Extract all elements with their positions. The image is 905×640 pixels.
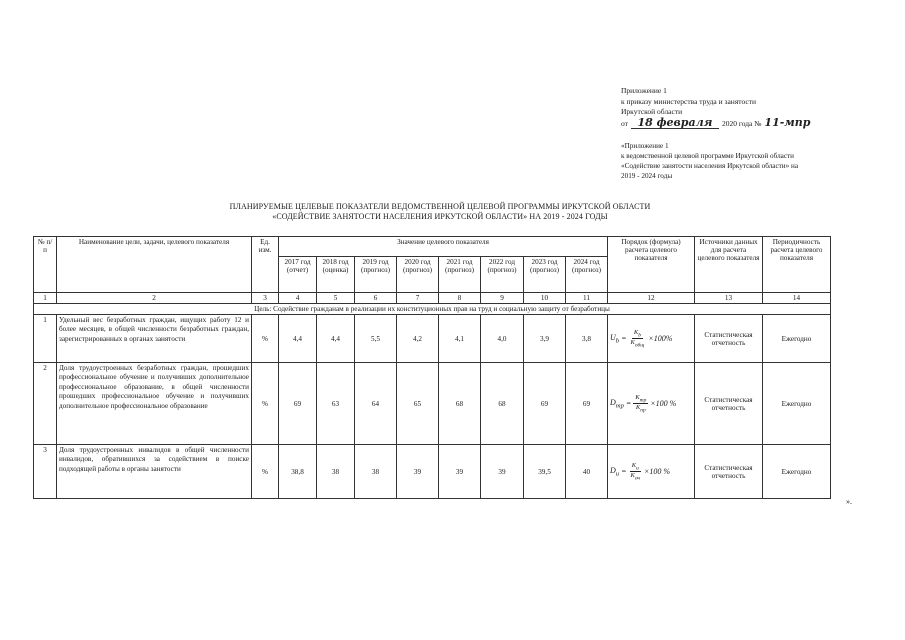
row-value: 5,5 — [355, 315, 397, 363]
year-type: (оценка) — [322, 266, 349, 274]
col-number: 1 — [34, 293, 57, 304]
row-value: 40 — [566, 445, 608, 499]
appendix2-line-1: «Приложение 1 — [621, 142, 669, 150]
row-formula — [608, 363, 695, 445]
formula — [610, 462, 692, 482]
year-label: 2020 год — [404, 258, 431, 266]
formula — [610, 394, 692, 414]
formula-equals: = — [621, 334, 627, 343]
row-value: 38 — [355, 445, 397, 499]
row-name: Доля трудоустроенных инвалидов в общей численности инвалидов, обратившихся за содействием в поиске подходящей работы в органы занятости — [57, 445, 252, 499]
header-year — [317, 257, 355, 293]
header-year — [397, 257, 439, 293]
year-type: (прогноз) — [360, 266, 391, 274]
header-year — [524, 257, 566, 293]
formula-tail: ×100 % — [650, 399, 677, 408]
table-row — [34, 315, 831, 363]
row-name: Удельный вес безработных граждан, ищущих работу 12 и более месяцев, в общей численности безработных граждан, зарегистрированных в органах занятости — [57, 315, 252, 363]
year-label: 2018 год — [322, 258, 349, 266]
appendix2-line-3: «Содействие занятости населения Иркутской области» на — [621, 162, 799, 170]
row-value: 39 — [397, 445, 439, 499]
closing-mark: ». — [846, 497, 852, 506]
order-year: 2020 года № — [721, 118, 762, 128]
year-label: 2023 год — [531, 258, 558, 266]
col-number: 5 — [317, 293, 355, 304]
order-number-handwritten: 11-мпр — [764, 115, 811, 129]
row-num: 2 — [34, 363, 57, 445]
row-period: Ежегодно — [763, 315, 831, 363]
col-number: 10 — [524, 293, 566, 304]
formula — [610, 329, 692, 349]
year-label: 2019 год — [362, 258, 389, 266]
row-period: Ежегодно — [763, 363, 831, 445]
appendix-line-3: Иркутской области — [621, 107, 683, 116]
row-value: 4,2 — [397, 315, 439, 363]
row-value: 4,0 — [481, 315, 524, 363]
row-value: 63 — [317, 363, 355, 445]
header-values-group: Значение целевого показателя — [279, 237, 608, 257]
row-formula — [608, 445, 695, 499]
header-unit: Ед. изм. — [252, 237, 279, 293]
row-value: 4,1 — [439, 315, 481, 363]
goal-text: Цель: Содействие гражданам в реализации их конституционных прав на труд и социальную защиту от безработицы — [34, 304, 831, 315]
appendix2-line-2: к ведомственной целевой программе Иркутской области — [621, 152, 795, 160]
row-unit: % — [252, 445, 279, 499]
year-type: (прогноз) — [487, 266, 517, 274]
row-source: Статистическая отчетность — [695, 315, 763, 363]
year-label: 2022 год — [489, 258, 515, 266]
formula-lhs: $D_и$ — [610, 465, 620, 478]
formula-equals: = — [621, 467, 627, 476]
title-line-1: ПЛАНИРУЕМЫЕ ЦЕЛЕВЫЕ ПОКАЗАТЕЛИ ВЕДОМСТВЕННОЙ ЦЕЛЕВОЙ ПРОГРАММЫ ИРКУТСКОЙ ОБЛАСТИ — [229, 202, 651, 211]
row-value: 38,8 — [279, 445, 317, 499]
indicators-table — [33, 236, 831, 499]
order-date-handwritten: 18 февраля — [631, 118, 719, 130]
row-name: Доля трудоустроенных безработных граждан, прошедших профессиональное обучение и получивших дополнительное профессиональное образование, в общей численности прошедших профессиональное обучение и получивших дополнительное профессиональное образование — [57, 363, 252, 445]
row-source: Статистическая отчетность — [695, 363, 763, 445]
formula-tail: ×100 % — [644, 467, 671, 476]
header-year — [481, 257, 524, 293]
document-title — [170, 202, 710, 222]
col-number: 4 — [279, 293, 317, 304]
row-value: 38 — [317, 445, 355, 499]
row-value: 68 — [481, 363, 524, 445]
appendix-block — [621, 86, 891, 129]
formula-lhs: $U_b$ — [610, 332, 620, 345]
col-number: 2 — [57, 293, 252, 304]
header-formula: Порядок (формула) расчета целевого показателя — [608, 237, 695, 293]
col-number: 11 — [566, 293, 608, 304]
header-name: Наименование цели, задачи, целевого показателя — [57, 237, 252, 293]
year-label: 2021 год — [446, 258, 473, 266]
appendix2-block — [621, 141, 851, 181]
header-period: Периодичность расчета целевого показателя — [763, 237, 831, 293]
row-num: 1 — [34, 315, 57, 363]
row-num: 3 — [34, 445, 57, 499]
row-value: 39 — [439, 445, 481, 499]
year-type: (прогноз) — [444, 266, 475, 274]
formula-fraction: $\frac{K_и}{K_{оч}}$ — [630, 461, 641, 482]
formula-fraction: $\frac{K_b}{K_{общ}}$ — [630, 328, 645, 349]
formula-equals: = — [625, 399, 632, 408]
col-number: 13 — [695, 293, 763, 304]
appendix-line-1: Приложение 1 — [621, 86, 667, 95]
title-line-2: «СОДЕЙСТВИЕ ЗАНЯТОСТИ НАСЕЛЕНИЯ ИРКУТСКОЙ ОБЛАСТИ» НА 2019 - 2024 ГОДЫ — [272, 212, 608, 221]
year-type: (отчет) — [286, 266, 309, 274]
row-value: 39 — [481, 445, 524, 499]
row-value: 3,8 — [566, 315, 608, 363]
row-value: 69 — [524, 363, 566, 445]
header-source: Источники данных для расчета целевого показателя — [695, 237, 763, 293]
row-value: 68 — [439, 363, 481, 445]
row-value: 4,4 — [279, 315, 317, 363]
header-year — [279, 257, 317, 293]
year-type: (прогноз) — [402, 266, 433, 274]
row-value: 64 — [355, 363, 397, 445]
header-year — [355, 257, 397, 293]
appendix-line-2: к приказу министерства труда и занятости — [621, 96, 757, 106]
order-line — [621, 115, 891, 130]
row-value: 69 — [279, 363, 317, 445]
header-row-1 — [34, 237, 831, 257]
row-value: 69 — [566, 363, 608, 445]
col-number: 8 — [439, 293, 481, 304]
col-number: 7 — [397, 293, 439, 304]
row-value: 4,4 — [317, 315, 355, 363]
year-type: (прогноз) — [529, 266, 560, 274]
row-unit: % — [252, 315, 279, 363]
goal-row — [34, 304, 831, 315]
order-prefix: от — [621, 118, 628, 128]
row-source: Статистическая отчетность — [695, 445, 763, 499]
col-number: 6 — [355, 293, 397, 304]
col-number: 9 — [481, 293, 524, 304]
row-value: 39,5 — [524, 445, 566, 499]
row-value: 65 — [397, 363, 439, 445]
year-label: 2017 год — [284, 258, 311, 266]
year-label: 2024 год — [573, 258, 600, 266]
col-number: 12 — [608, 293, 695, 304]
table-row — [34, 445, 831, 499]
col-number: 3 — [252, 293, 279, 304]
row-formula — [608, 315, 695, 363]
row-unit: % — [252, 363, 279, 445]
header-num: № п/п — [34, 237, 57, 293]
column-numbers-row — [34, 293, 831, 304]
formula-tail: ×100% — [648, 334, 673, 343]
row-value: 3,9 — [524, 315, 566, 363]
table-row — [34, 363, 831, 445]
header-year — [439, 257, 481, 293]
year-type: (прогноз) — [571, 266, 602, 274]
header-year — [566, 257, 608, 293]
row-period: Ежегодно — [763, 445, 831, 499]
formula-lhs: $D_{тр}$ — [610, 397, 624, 410]
formula-fraction: $\frac{K_{тр}}{K_{пр}}$ — [635, 393, 647, 414]
appendix2-line-4: 2019 - 2024 годы — [621, 172, 673, 180]
col-number: 14 — [763, 293, 831, 304]
